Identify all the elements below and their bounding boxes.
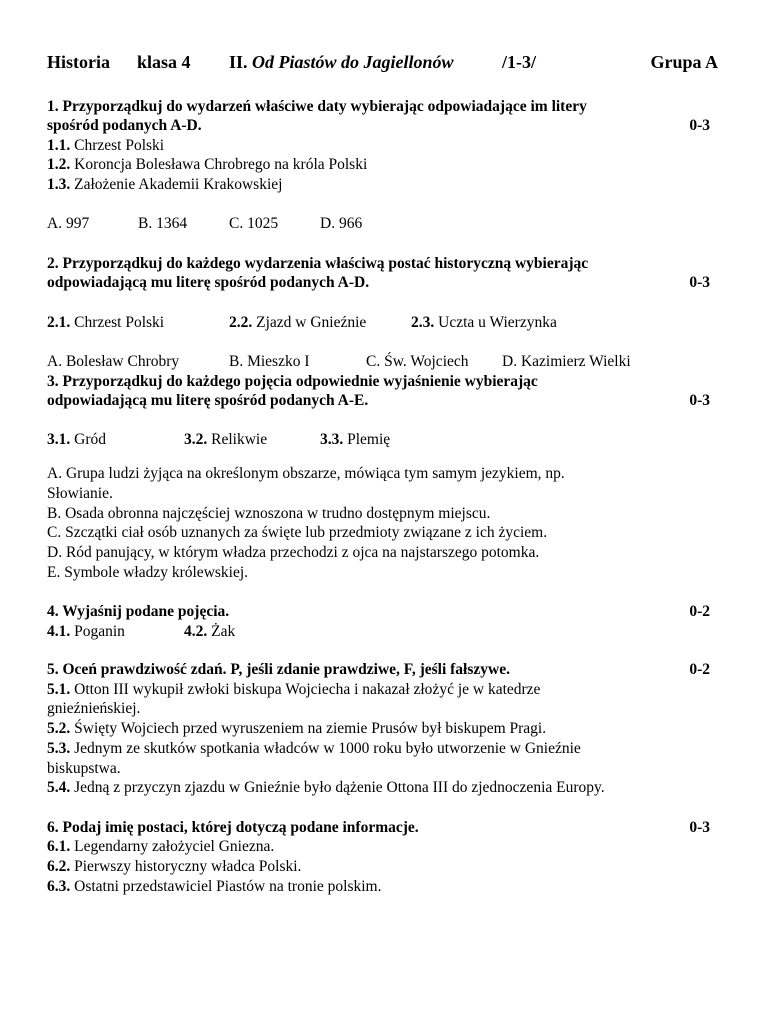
task-1-item-2: 1.2. Koroncja Bolesława Chrobrego na króla Polski — [47, 156, 368, 173]
task-3-instruction-line-2: odpowiadającą mu literę spośród podanych A-E. 0-3 — [47, 392, 710, 409]
task-3-option-c: C. Szczątki ciał osób uznanych za święte lub przedmioty związane z ich życiem. — [47, 524, 548, 541]
task-2-instruction-line-1: 2. Przyporządkuj do każdego wydarzenia właściwą postać historyczną wybierając — [47, 255, 589, 272]
task-6-item-3: 6.3. Ostatni przedstawiciel Piastów na tronie polskim. — [47, 878, 382, 895]
task-2-points: 0-3 — [689, 274, 710, 291]
task-5-item-4: 5.4. Jedną z przyczyn zjazdu w Gnieźnie było dążenie Ottona III do zjednoczenia Europy. — [47, 779, 605, 796]
task-5-item-3-line-1: 5.3. Jednym ze skutków spotkania władców w 1000 roku było utworzenie w Gnieźnie — [47, 740, 581, 757]
task-5-points: 0-2 — [689, 661, 710, 678]
task-6-item-1: 6.1. Legendarny założyciel Gniezna. — [47, 838, 275, 855]
task-1-option-b: B. 1364 — [138, 215, 188, 232]
task-2-option-b: B. Mieszko I — [229, 353, 310, 370]
task-6-instruction: 6. Podaj imię postaci, której dotyczą podane informacje. 0-3 — [47, 819, 710, 836]
task-1-instruction-line-1: 1. Przyporządkuj do wydarzeń właściwe daty wybierając odpowiadające im litery — [47, 98, 587, 115]
task-1-instruction-line-2: spośród podanych A-D. 0-3 — [47, 117, 710, 134]
group-label: Grupa A — [650, 52, 718, 72]
grade: klasa 4 — [137, 52, 191, 72]
task-1-points: 0-3 — [689, 117, 710, 134]
task-2-item-1: 2.1. Chrzest Polski — [47, 314, 165, 331]
subject: Historia — [47, 52, 110, 72]
task-2-instruction-line-2: odpowiadającą mu literę spośród podanych A-D. 0-3 — [47, 274, 710, 291]
task-5-item-2: 5.2. Święty Wojciech przed wyruszeniem na ziemie Prusów był biskupem Pragi. — [47, 720, 547, 737]
task-2-item-3: 2.3. Uczta u Wierzynka — [411, 314, 557, 331]
task-1-option-a: A. 997 — [47, 215, 90, 232]
task-2-option-d: D. Kazimierz Wielki — [502, 353, 631, 370]
task-1-option-d: D. 966 — [320, 215, 363, 232]
task-2-item-2: 2.2. Zjazd w Gnieźnie — [229, 314, 367, 331]
task-1-option-c: C. 1025 — [229, 215, 279, 232]
unit-title: II. Od Piastów do Jagiellonów — [229, 52, 454, 72]
task-3-option-a-line-2: Słowianie. — [47, 485, 113, 502]
task-4-points: 0-2 — [689, 603, 710, 620]
task-4-item-1: 4.1. Poganin — [47, 623, 125, 640]
task-6-item-2: 6.2. Pierwszy historyczny władca Polski. — [47, 858, 302, 875]
task-1-item-1: 1.1. Chrzest Polski — [47, 137, 165, 154]
task-4-item-2: 4.2. Żak — [184, 623, 236, 640]
task-2-option-c: C. Św. Wojciech — [366, 353, 469, 370]
task-1-item-3: 1.3. Założenie Akademii Krakowskiej — [47, 176, 283, 193]
task-3-points: 0-3 — [689, 392, 710, 409]
task-5-item-1-line-2: gnieźnieńskiej. — [47, 700, 141, 717]
task-3-item-1: 3.1. Gród — [47, 431, 106, 448]
task-5-item-1-line-1: 5.1. Otton III wykupił zwłoki biskupa Wojciecha i nakazał złożyć je w katedrze — [47, 681, 541, 698]
task-3-option-b: B. Osada obronna najczęściej wznoszona w trudno dostępnym miejscu. — [47, 505, 491, 522]
task-3-item-3: 3.3. Plemię — [320, 431, 391, 448]
task-5-instruction: 5. Oceń prawdziwość zdań. P, jeśli zdanie prawdziwe, F, jeśli fałszywe. 0-2 — [47, 661, 710, 678]
task-2-option-a: A. Bolesław Chrobry — [47, 353, 180, 370]
task-5-item-3-line-2: biskupstwa. — [47, 760, 121, 777]
test-number: /1-3/ — [502, 52, 536, 72]
task-3-option-d: D. Ród panujący, w którym władza przechodzi z ojca na najstarszego potomka. — [47, 544, 540, 561]
task-3-instruction-line-1: 3. Przyporządkuj do każdego pojęcia odpowiednie wyjaśnienie wybierając — [47, 373, 538, 390]
task-6-points: 0-3 — [689, 819, 710, 836]
task-3-item-2: 3.2. Relikwie — [184, 431, 268, 448]
task-3-option-e: E. Symbole władzy królewskiej. — [47, 564, 249, 581]
task-4-instruction: 4. Wyjaśnij podane pojęcia. 0-2 — [47, 603, 710, 620]
task-3-option-a-line-1: A. Grupa ludzi żyjąca na określonym obszarze, mówiąca tym samym jezykiem, np. — [47, 465, 565, 482]
